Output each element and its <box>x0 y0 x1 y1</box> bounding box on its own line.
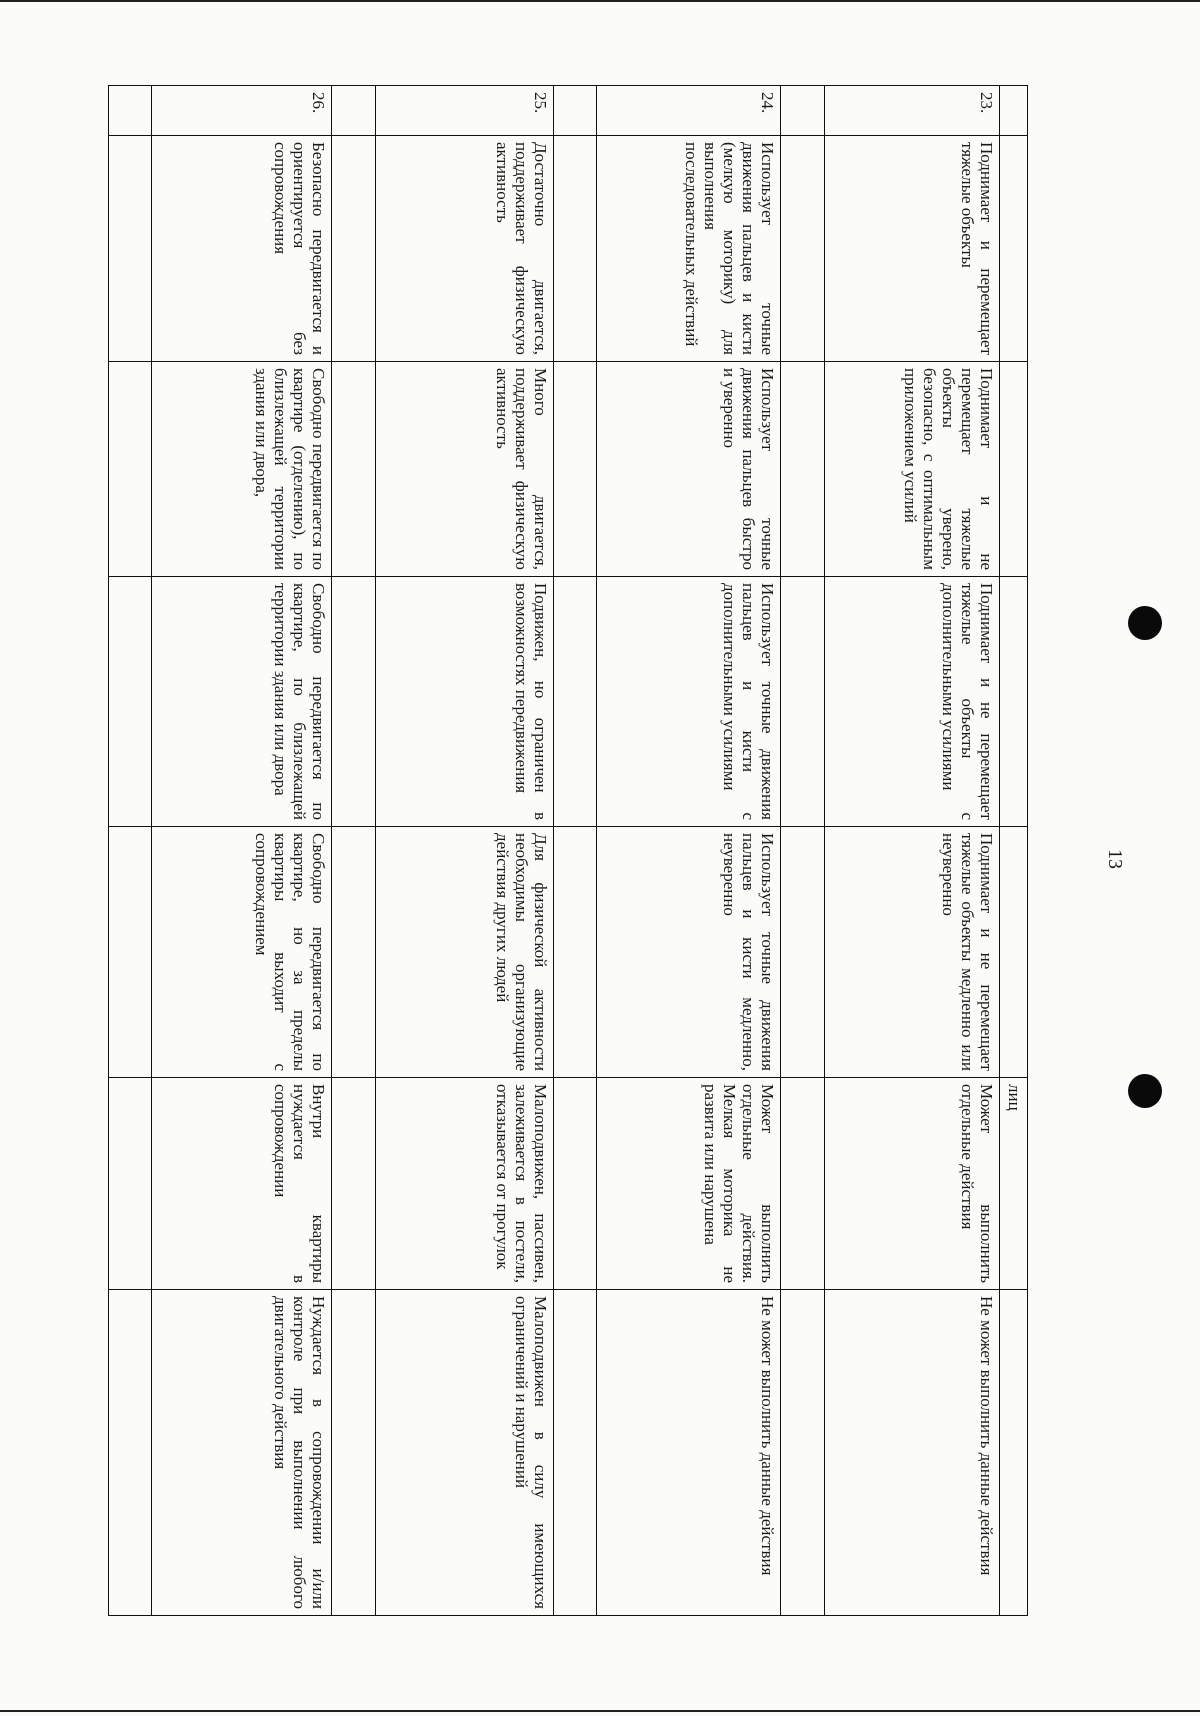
level-cell: Поднимает и не перемещает тяжелые объекты медленно или неуверенно <box>824 827 1000 1078</box>
spacer-row <box>332 86 375 1616</box>
level-cell: Поднимает и не перемещает тяжелые объекты с дополнительными усилиями <box>824 577 1000 827</box>
table-row <box>375 86 553 1616</box>
level-cell: Использует точные движения пальцев быстро и уверенно <box>597 362 781 577</box>
level-cell: Много двигается, поддерживает физическую активность <box>375 362 553 577</box>
rotated-page-content <box>108 85 1028 1613</box>
level-cell: Малоподвижен в силу имеющихся ограничений и нарушений <box>375 1290 553 1616</box>
row-number: 25. <box>375 86 553 136</box>
header-row <box>1000 86 1028 1616</box>
level-cell: Может выполнить отдельные действия <box>824 1078 1000 1290</box>
level-cell: Свободно передвигается по квартире, но за пределы квартиры выходит с сопровождением <box>152 827 332 1078</box>
table-row <box>824 86 1000 1616</box>
level-cell: Свободно передвигается по квартире (отделению), по близлежащей территории здания или двора, <box>152 362 332 577</box>
criterion-cell: Использует точные движения пальцев и кисти (мелкую моторику) для выполнения последовательных действий <box>597 136 781 362</box>
level-cell: Подвижен, но ограничен в возможностях передвижения <box>375 577 553 827</box>
table-row <box>597 86 781 1616</box>
table-row <box>152 86 332 1616</box>
row-number: 24. <box>597 86 781 136</box>
level-cell: Использует точные движения пальцев и кисти с дополнительными усилиями <box>597 577 781 827</box>
level-cell: Свободно передвигается по квартире, по близлежащей территории здания или двора <box>152 577 332 827</box>
level-cell: Малоподвижен, пассивен, залеживается в постели, отказывается от прогулок <box>375 1078 553 1290</box>
scan-top-edge <box>0 0 1200 2</box>
level-cell: Не может выполнить данные действия <box>597 1290 781 1616</box>
level-cell: Нуждается в сопровождении и/или контроле при выполнении любого двигательного действия <box>152 1290 332 1616</box>
level-cell: Не может выполнить данные действия <box>824 1290 1000 1616</box>
criterion-cell: Достаточно двигается, поддерживает физическую активность <box>375 136 553 362</box>
level-cell: Внутри квартиры нуждается в сопровождении <box>152 1078 332 1290</box>
criterion-cell: Поднимает и перемещает тяжелые объекты <box>824 136 1000 362</box>
scan-bottom-edge <box>0 1710 1200 1712</box>
spacer-row <box>553 86 596 1616</box>
criterion-cell: Безопасно передвигается и ориентируется без сопровождения <box>152 136 332 362</box>
page-number: 13 <box>1104 849 1126 869</box>
row-number: 23. <box>824 86 1000 136</box>
level-cell: Поднимает и не перемещает тяжелые объекты уверено, безопасно, с оптимальным приложением усилий <box>824 362 1000 577</box>
spacer-row <box>781 86 824 1616</box>
binder-hole-bottom <box>1128 1074 1162 1108</box>
binder-hole-top <box>1128 606 1162 640</box>
level-cell: Для физической активности необходимы организующие действия других людей <box>375 827 553 1078</box>
spacer-row <box>109 86 152 1616</box>
row-number: 26. <box>152 86 332 136</box>
header-fragment: лиц <box>1000 1078 1028 1290</box>
level-cell: Использует точные движения пальцев и кисти медленно, неуверенно <box>597 827 781 1078</box>
assessment-table <box>108 85 1028 1616</box>
level-cell: Может выполнить отдельные действия. Мелкая моторика не развита или нарушена <box>597 1078 781 1290</box>
